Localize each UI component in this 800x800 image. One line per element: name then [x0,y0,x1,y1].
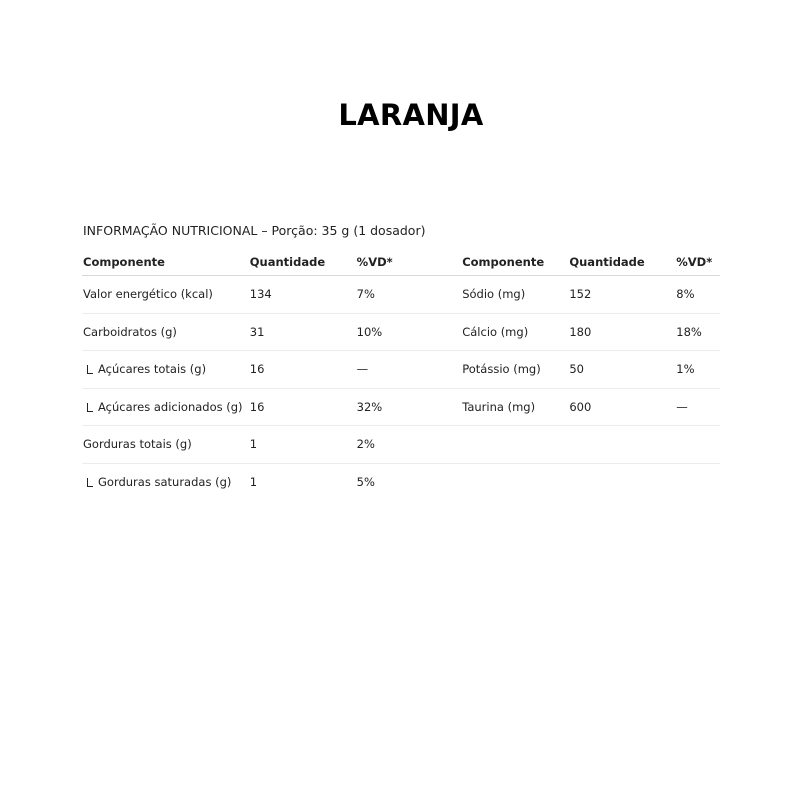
nutrient-daily-value [356,388,462,426]
nutrient-name-text: Carboidratos (g) [83,324,177,339]
table-row [82,426,720,464]
nutrient-name [82,313,249,351]
mineral-daily-value [675,351,720,389]
nutrient-daily-value-text: 2% [356,437,375,452]
page-title: LARANJA [338,98,484,132]
nutrient-amount [249,388,356,426]
mineral-daily-value-text: 18% [676,324,702,339]
mineral-daily-value-text: — [676,399,688,414]
nutrient-amount-text: 31 [249,324,265,339]
mineral-name-text: Cálcio (mg) [462,324,529,339]
nutrient-daily-value-text: 32% [356,399,383,414]
mineral-name [461,426,568,464]
mineral-amount-text: 180 [569,324,592,339]
mineral-daily-value [675,276,720,314]
mineral-name [461,313,568,351]
column-header-component-right: Componente [461,249,568,276]
nutrient-daily-value-text: 7% [356,287,375,302]
nutrient-name-text: Gorduras totais (g) [83,437,192,452]
nutrient-amount-text: 16 [249,362,265,377]
nutrient-amount [249,351,356,389]
sub-item-marker-icon [87,403,93,412]
mineral-daily-value-text: 8% [676,287,695,302]
mineral-amount-text: 152 [569,287,592,302]
mineral-daily-value-text: 1% [676,362,695,377]
nutrient-amount-text: 1 [249,437,258,452]
mineral-name [461,276,568,314]
column-header-daily-value: %VD* [356,249,462,276]
nutrient-name [82,351,249,389]
mineral-amount [568,463,675,500]
mineral-name-text: Taurina (mg) [462,399,536,414]
nutrient-daily-value [356,426,462,464]
mineral-daily-value [675,313,720,351]
table-row [82,351,720,389]
nutrient-daily-value-text: 10% [356,324,383,339]
nutrient-name-text: Gorduras saturadas (g) [98,474,232,489]
nutrient-amount-text: 134 [249,287,272,302]
column-header-daily-value-right: %VD* [675,249,720,276]
column-header-component: Componente [82,249,249,276]
nutrient-name-text: Açúcares adicionados (g) [98,399,243,414]
table-header-row [82,249,720,276]
nutrient-amount [249,313,356,351]
nutrition-table [82,249,720,500]
mineral-daily-value [675,463,720,500]
nutrient-amount-text: 16 [249,399,265,414]
nutrient-daily-value [356,463,462,500]
nutrient-daily-value [356,313,462,351]
nutrient-name-text: Açúcares totais (g) [98,362,207,377]
mineral-daily-value [675,388,720,426]
nutrient-daily-value-text: 5% [356,474,375,489]
nutrient-name [82,426,249,464]
mineral-amount [568,388,675,426]
nutrient-daily-value-text: — [356,362,369,377]
nutrient-name [82,276,249,314]
mineral-name-text: Sódio (mg) [462,287,526,302]
nutrient-amount [249,426,356,464]
mineral-amount [568,351,675,389]
mineral-amount-text: 50 [569,362,584,377]
table-row [82,463,720,500]
nutrient-amount [249,276,356,314]
nutrient-amount [249,463,356,500]
mineral-daily-value [675,426,720,464]
mineral-amount [568,426,675,464]
mineral-amount [568,276,675,314]
nutrient-daily-value [356,351,462,389]
nutrition-heading: INFORMAÇÃO NUTRICIONAL – Porção: 35 g (1 dosador) [83,223,426,238]
nutrient-amount-text: 1 [249,474,258,489]
mineral-name [461,351,568,389]
mineral-name [461,388,568,426]
nutrient-daily-value [356,276,462,314]
sub-item-marker-icon [87,365,93,374]
nutrient-name [82,388,249,426]
table-row [82,313,720,351]
table-row [82,276,720,314]
sub-item-marker-icon [87,478,93,487]
table-row [82,388,720,426]
nutrient-name [82,463,249,500]
mineral-name [461,463,568,500]
column-header-quantity-right: Quantidade [568,249,675,276]
nutrient-name-text: Valor energético (kcal) [83,287,213,302]
mineral-name-text: Potássio (mg) [462,362,541,377]
column-header-quantity: Quantidade [249,249,356,276]
mineral-amount [568,313,675,351]
mineral-amount-text: 600 [569,399,592,414]
